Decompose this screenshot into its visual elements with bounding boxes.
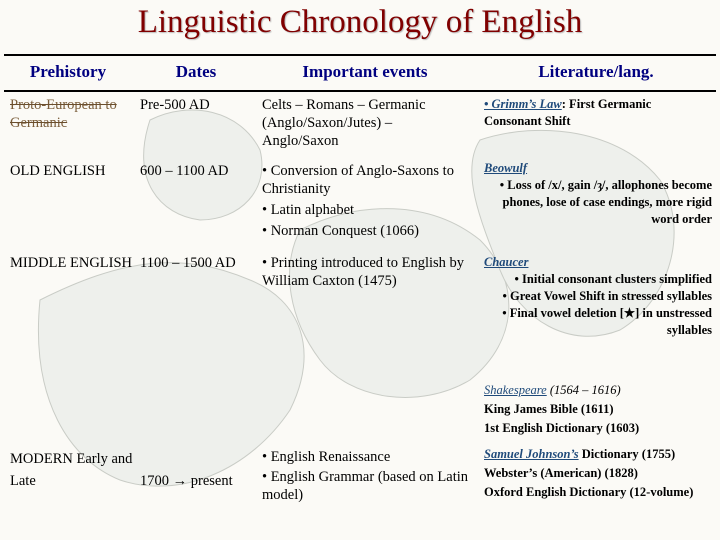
middle-change: • Great Vowel Shift in stressed syllables <box>502 289 712 303</box>
header-rule <box>4 90 716 92</box>
grimms-law-text: : First Germanic Consonant Shift <box>484 97 652 128</box>
top-rule <box>4 54 716 56</box>
shakespeare-link[interactable]: Shakespeare <box>484 383 547 397</box>
johnson-text: Dictionary (1755) <box>578 447 676 461</box>
header-dates: Dates <box>175 62 217 81</box>
dates-modern: 1700 → present <box>140 473 233 489</box>
events-proto: Celts – Romans – Germanic (Anglo/Saxon/Jutes) – Anglo/Saxon <box>262 97 426 149</box>
kjb: King James Bible (1611) <box>484 402 614 416</box>
period-old: OLD ENGLISH <box>10 163 106 179</box>
lit-shakespeare <box>484 382 712 437</box>
events-modern <box>262 448 468 504</box>
event-item: • English Grammar (based on Latin model) <box>262 469 469 503</box>
dates-proto: Pre-500 AD <box>140 97 210 113</box>
event-item: • Latin alphabet <box>262 202 355 218</box>
events-old <box>262 162 468 240</box>
header-prehistory: Prehistory <box>29 62 107 81</box>
oed: Oxford English Dictionary (12-volume) <box>484 485 694 499</box>
middle-change: • Final vowel deletion [★] in unstressed syllables <box>502 306 712 337</box>
header-literature: Literature/lang. <box>538 62 654 81</box>
period-proto: Proto-European to Germanic <box>10 97 117 131</box>
beowulf-link[interactable]: Beowulf <box>484 161 528 175</box>
dates-old: 600 – 1100 AD <box>140 163 229 179</box>
events-middle: • Printing introduced to English by William Caxton (1475) <box>262 255 465 289</box>
lit-middle <box>484 254 712 339</box>
middle-change: • Initial consonant clusters simplified <box>514 272 712 286</box>
lit-modern <box>484 446 712 501</box>
period-middle: MIDDLE ENGLISH <box>10 255 133 271</box>
page-title: Linguistic Chronology of English <box>137 4 583 40</box>
event-item: • Conversion of Anglo-Saxons to Christianity <box>262 163 454 197</box>
shakespeare-dates: (1564 – 1616) <box>546 383 621 397</box>
first-dictionary: 1st English Dictionary (1603) <box>484 421 640 435</box>
event-item: • Norman Conquest (1066) <box>262 223 419 239</box>
websters: Webster’s (American) (1828) <box>484 466 638 480</box>
dates-middle: 1100 – 1500 AD <box>140 255 236 271</box>
old-english-changes: • Loss of /x/, gain /ȝ/, allophones become phones, lose of case endings, more rigid word order <box>499 178 712 226</box>
lit-proto <box>484 96 712 130</box>
chaucer-link[interactable]: Chaucer <box>484 255 529 269</box>
period-modern: MODERN Early and Late <box>10 451 133 489</box>
johnson-link[interactable]: Samuel Johnson’s <box>484 447 579 461</box>
event-item: • English Renaissance <box>262 449 391 465</box>
header-events: Important events <box>302 62 428 81</box>
lit-old <box>484 160 712 228</box>
grimms-law-link[interactable]: • Grimm’s Law <box>484 97 562 111</box>
